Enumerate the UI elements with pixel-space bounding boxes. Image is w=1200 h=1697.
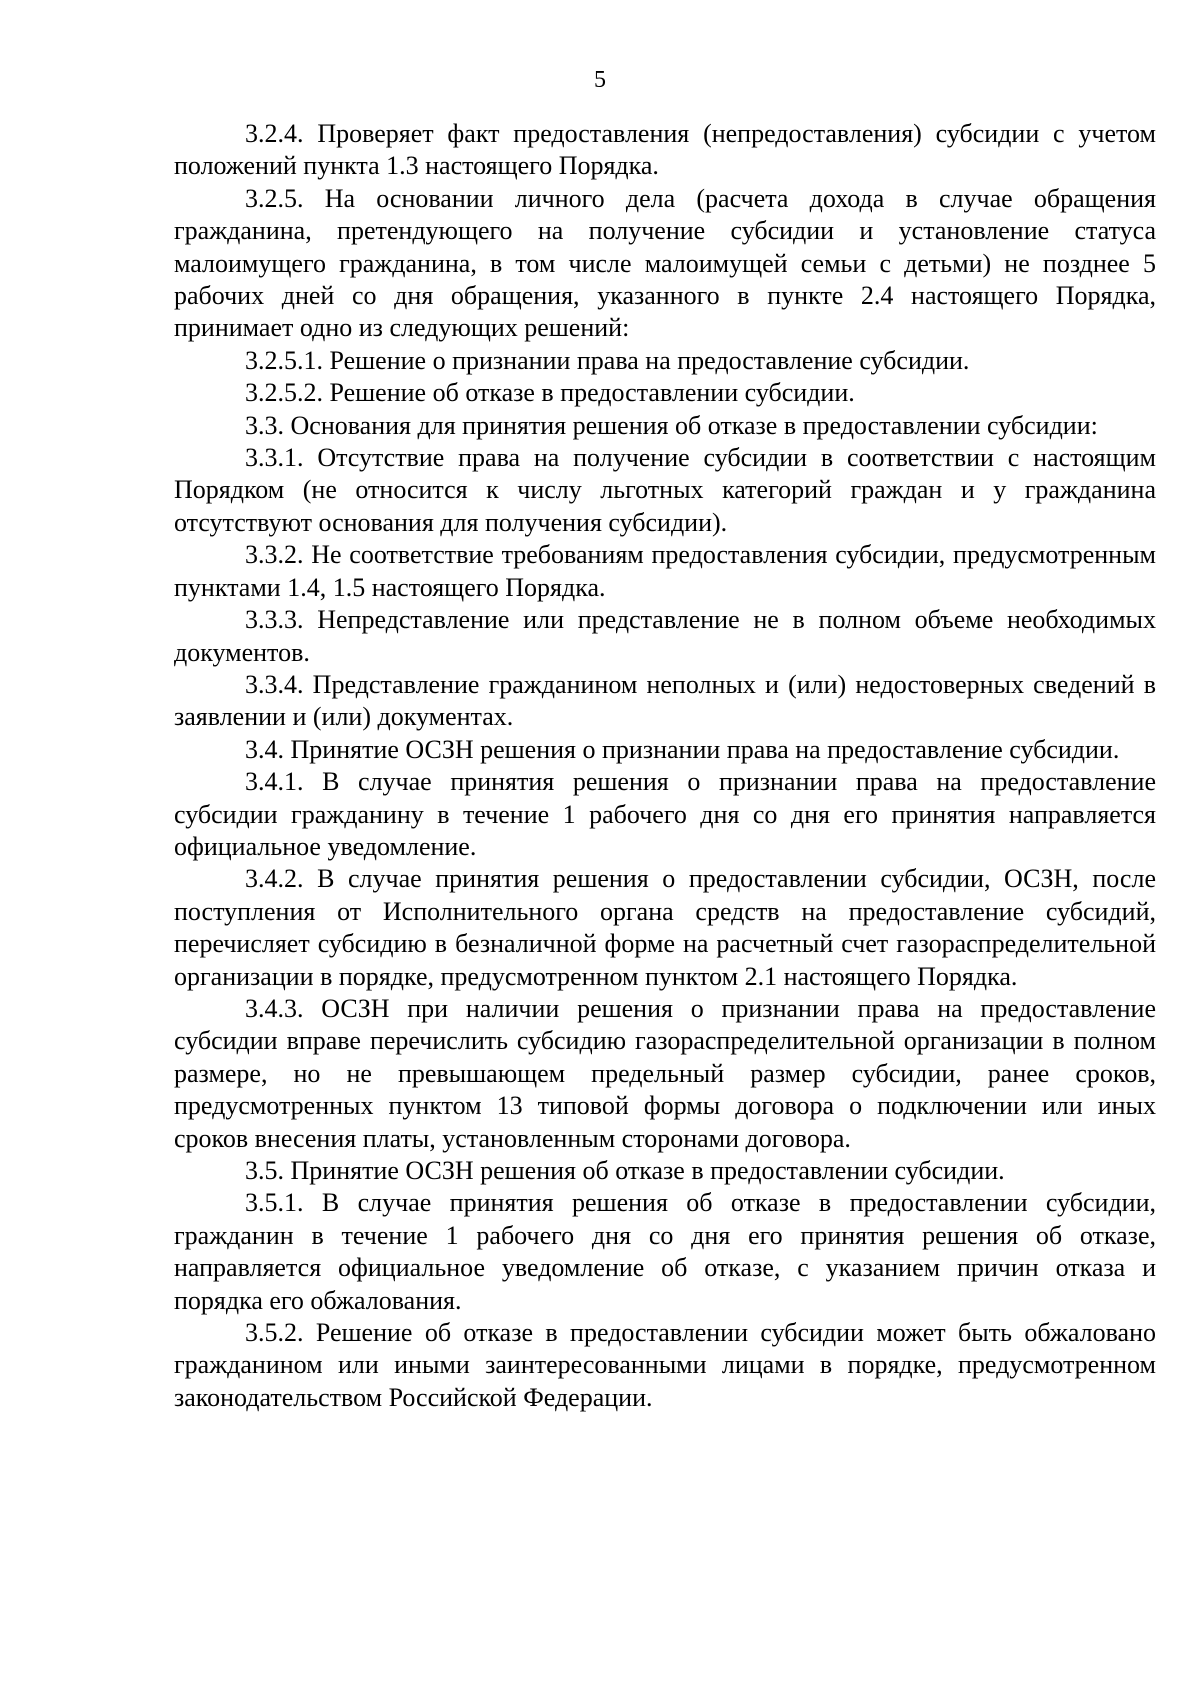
paragraph-3-3-2: 3.3.2. Не соответствие требованиям предоставления субсидии, предусмотренным пунктами 1.4, 1.5 настоящего Порядка. (174, 540, 1156, 602)
paragraph-3-4-3: 3.4.3. ОСЗН при наличии решения о признании права на предоставление субсидии вправе перечислить субсидию газораспределительной организации в полном размере, но не превышающем предельный размер субсидии, ранее сроков, предусмотренных пунктом 13 типовой формы договора о подключении или иных сроков внесения платы, установленным сторонами договора. (174, 993, 1156, 1153)
paragraph-3-3-4: 3.3.4. Представление гражданином неполных и (или) недостоверных сведений в заявлении и (или) документах. (174, 669, 1156, 732)
page-number: 5 (594, 67, 606, 93)
paragraph-3-4-1: 3.4.1. В случае принятия решения о признании права на предоставление субсидии гражданину в течение 1 рабочего дня со дня его принятия направляется официальное уведомление. (174, 767, 1156, 861)
paragraph-3-3-1: 3.3.1. Отсутствие права на получение субсидии в соответствии с настоящим Порядком (не относится к числу льготных категорий граждан и у гражданина отсутствуют основания для получения субсидии). (174, 443, 1156, 537)
paragraph-3-2-5-2: 3.2.5.2. Решение об отказе в предоставлении субсидии. (245, 378, 855, 408)
paragraph-3-2-5: 3.2.5. На основании личного дела (расчета дохода в случае обращения гражданина, претендующего на получение субсидии и установление статуса малоимущего гражданина, в том числе малоимущей семьи с детьми) не позднее 5 рабочих дней со дня обращения, указанного в пункте 2.4 настоящего Порядка, принимает одно из следующих решений: (174, 183, 1156, 343)
document-body (174, 118, 1156, 1414)
paragraph-3-2-4: 3.2.4. Проверяет факт предоставления (непредоставления) субсидии с учетом положений пункта 1.3 настоящего Порядка. (174, 119, 1156, 181)
paragraph-3-4: 3.4. Принятие ОСЗН решения о признании права на предоставление субсидии. (245, 734, 1120, 764)
paragraph-3-3: 3.3. Основания для принятия решения об отказе в предоставлении субсидии: (245, 410, 1098, 440)
paragraph-3-5: 3.5. Принятие ОСЗН решения об отказе в предоставлении субсидии. (245, 1156, 1005, 1185)
paragraph-3-5-1: 3.5.1. В случае принятия решения об отказе в предоставлении субсидии, гражданин в течение 1 рабочего дня со дня его принятия решения об отказе, направляется официальное уведомление об отказе, с указанием причин отказа и порядка его обжалования. (174, 1188, 1156, 1315)
paragraph-3-5-2: 3.5.2. Решение об отказе в предоставлении субсидии может быть обжаловано гражданином или иными заинтересованными лицами в порядке, предусмотренном законодательством Российской Федерации. (174, 1318, 1156, 1412)
paragraph-3-2-5-1: 3.2.5.1. Решение о признании права на предоставление субсидии. (245, 345, 970, 375)
paragraph-3-3-3: 3.3.3. Непредставление или представление не в полном объеме необходимых документов. (174, 605, 1156, 667)
paragraph-3-4-2: 3.4.2. В случае принятия решения о предоставлении субсидии, ОСЗН, после поступления от Исполнительного органа средств на предоставление субсидий, перечисляет субсидию в безналичной форме на расчетный счет газораспределительной организации в порядке, предусмотренном пунктом 2.1 настоящего Порядка. (174, 864, 1156, 991)
